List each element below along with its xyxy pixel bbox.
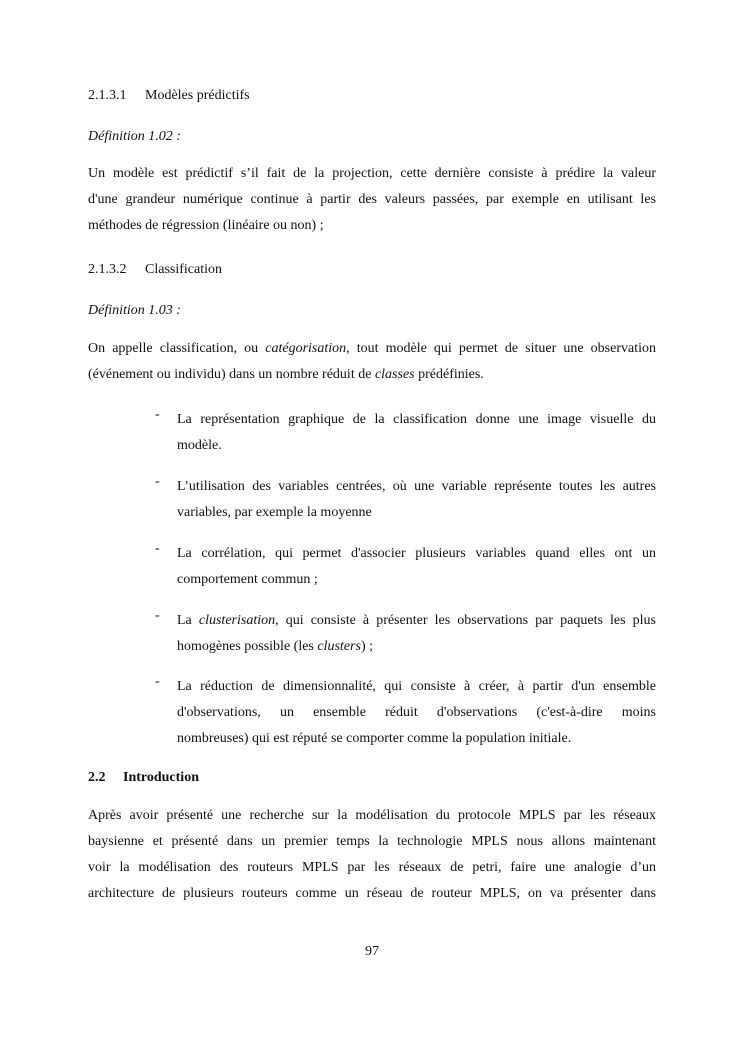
heading-number: 2.1.3.1 [88, 88, 127, 103]
text-line: architecture de plusieurs routeurs comme un réseau de routeur MPLS, on va présenter dans [88, 886, 656, 901]
heading-number: 2.1.3.2 [88, 262, 127, 277]
list-item-text: L’utilisation des variables centrées, où une variable représente toutes les autres variables, par exemple la moyenne [177, 479, 656, 520]
heading-title: Modèles prédictifs [145, 88, 250, 103]
bullet-dash: - [155, 608, 160, 623]
list-item-text: La représentation graphique de la classification donne une image visuelle du modèle. [177, 412, 656, 453]
list-item-text: La corrélation, qui permet d'associer plusieurs variables quand elles ont un comportement commun ; [177, 546, 656, 587]
text-line: méthodes de régression (linéaire ou non) ; [88, 218, 324, 233]
heading-2-1-3-1 [88, 88, 656, 104]
bullet-dash: - [155, 407, 160, 422]
heading-title: Classification [145, 262, 222, 277]
bullet-dash: - [155, 541, 160, 556]
text-line: voir la modélisation des routeurs MPLS par les réseaux de petri, faire une analogie d’un [88, 860, 656, 875]
bullet-dash: - [155, 674, 160, 689]
heading-title: Introduction [123, 770, 199, 785]
text-line: On appelle classification, ou catégorisation, tout modèle qui permet de situer une observation [88, 341, 656, 356]
bullet-dash: - [155, 474, 160, 489]
definition-1-02-label: Définition 1.02 : [88, 129, 181, 144]
text-line: d'une grandeur numérique continue à partir des valeurs passées, par exemple en utilisant les [88, 192, 656, 207]
text-line: (événement ou individu) dans un nombre réduit de classes prédéfinies. [88, 367, 484, 382]
paragraph-introduction [88, 808, 656, 912]
text-line: baysienne et présenté dans un premier temps la technologie MPLS nous allons maintenant [88, 834, 656, 849]
text-line: Après avoir présenté une recherche sur la modélisation du protocole MPLS par les réseaux [88, 808, 656, 823]
heading-2-1-3-2 [88, 262, 656, 278]
page-number: 97 [365, 944, 379, 959]
list-item-text: La réduction de dimensionnalité, qui consiste à créer, à partir d'un ensemble d'observations, un ensemble réduit d'observations (c'est-à-dire moins nombreuses) qui est réputé se comporter comme la population initiale. [177, 679, 656, 746]
heading-2-2 [88, 770, 656, 786]
list-item-text: La clusterisation, qui consiste à présenter les observations par paquets les plus homogènes possible (les clusters) ; [177, 613, 657, 654]
paragraph-predictif [88, 166, 656, 244]
heading-number: 2.2 [88, 770, 106, 785]
text-line: Un modèle est prédictif s’il fait de la projection, cette dernière consiste à prédire la valeur [88, 166, 656, 181]
definition-1-03-label: Définition 1.03 : [88, 303, 181, 318]
paragraph-classification [88, 341, 656, 393]
